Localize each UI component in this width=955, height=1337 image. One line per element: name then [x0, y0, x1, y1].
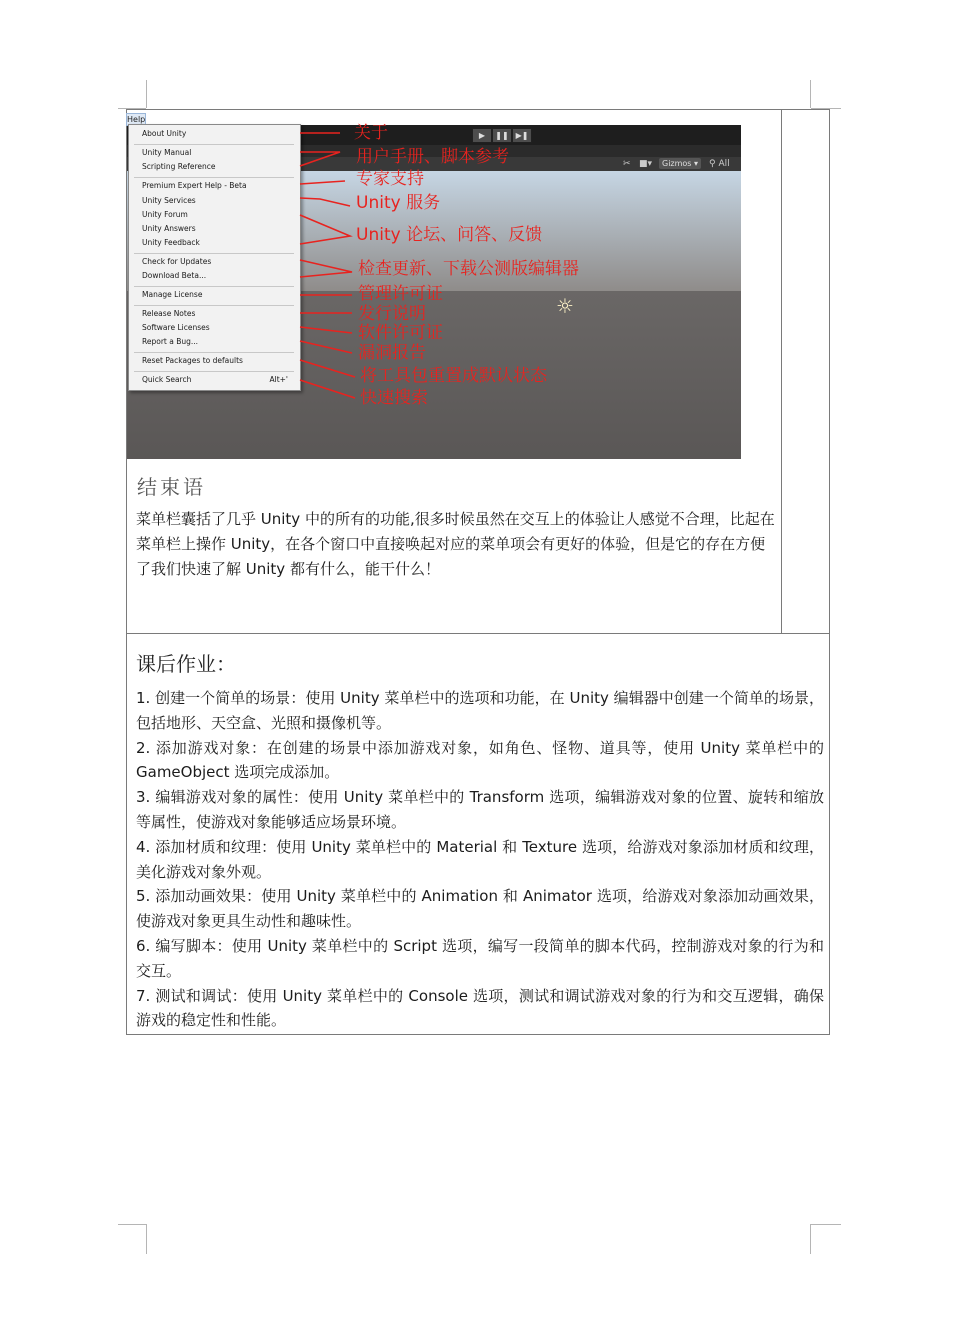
annotation-forum: Unity 论坛、问答、反馈: [356, 225, 543, 245]
gizmos-label: Gizmos: [662, 159, 692, 168]
annotation-release: 发行说明: [358, 304, 426, 324]
directional-light-icon[interactable]: ☼: [556, 294, 574, 318]
arrow-bug: [300, 341, 352, 353]
homework-item: 3. 编辑游戏对象的属性：使用 Unity 菜单栏中的 Transform 选项，编辑游戏对象的位置、旋转和缩放等属性，使游戏对象能够适应场景环境。: [136, 788, 824, 831]
conclusion-text: 菜单栏囊括了几乎 Unity 中的所有的功能,很多时候虽然在交互上的体验让人感觉不合理，比起在菜单栏上操作 Unity，在各个窗口中直接唤起对应的菜单项会有更好的体验，但是它的存在方便了我们快速了解 Unity 都有什么，能干什么！: [136, 510, 775, 578]
arrow-manual: [300, 152, 340, 166]
annotation-license: 管理许可证: [358, 284, 443, 304]
menu-item-unity-manual[interactable]: Unity Manual: [142, 148, 192, 157]
menu-item-reset-packages[interactable]: Reset Packages to defaults: [142, 356, 243, 365]
step-button[interactable]: ▶❚: [512, 128, 532, 143]
arrow-quick: [300, 380, 355, 398]
arrow-services: [300, 198, 350, 206]
gizmos-dropdown[interactable]: Gizmos ▾: [659, 158, 701, 169]
annotation-quick: 快速搜索: [360, 388, 428, 408]
annotation-manual: 用户手册、脚本参考: [356, 147, 509, 167]
homework-item: 4. 添加材质和纹理：使用 Unity 菜单栏中的 Material 和 Texture 选项，给游戏对象添加材质和纹理，美化游戏对象外观。: [136, 837, 824, 881]
annotation-services: Unity 服务: [356, 193, 441, 213]
homework-item: 5. 添加动画效果：使用 Unity 菜单栏中的 Animation 和 Animator 选项，给游戏对象添加动画效果，使游戏对象更具生动性和趣味性。: [136, 887, 824, 931]
arrow-forum: [300, 215, 350, 244]
menu-item-check-for-updates[interactable]: Check for Updates: [142, 257, 212, 266]
menu-item-unity-services[interactable]: Unity Services: [142, 196, 196, 205]
help-menu-tab[interactable]: Help: [127, 115, 146, 124]
menu-item-unity-feedback[interactable]: Unity Feedback: [142, 238, 200, 247]
menu-item-release-notes[interactable]: Release Notes: [142, 309, 196, 318]
menu-item-scripting-reference[interactable]: Scripting Reference: [142, 162, 216, 171]
arrow-updates: [300, 260, 352, 277]
menu-item-report-a-bug[interactable]: Report a Bug...: [142, 337, 199, 346]
menu-item-unity-answers[interactable]: Unity Answers: [142, 224, 196, 233]
arrow-expert: [300, 181, 345, 184]
homework-item: 2. 添加游戏对象：在创建的场景中添加游戏对象，如角色、怪物、道具等，使用 Unity 菜单栏中的 GameObject 选项完成添加。: [136, 738, 824, 782]
annotation-expert: 专家支持: [356, 169, 424, 189]
search-icon: ⚲: [709, 159, 716, 169]
conclusion-title: 结束语: [137, 475, 206, 499]
annotation-about: 关于: [354, 123, 388, 143]
homework-list: [136, 686, 824, 1033]
homework-item: 6. 编写脚本：使用 Unity 菜单栏中的 Script 选项，编写一段简单的脚本代码，控制游戏对象的行为和交互。: [136, 936, 824, 980]
play-button[interactable]: ▶: [472, 128, 492, 143]
menu-item-manage-license[interactable]: Manage License: [142, 290, 203, 299]
scene-search-label: All: [718, 159, 730, 169]
annotation-software: 软件许可证: [358, 323, 443, 343]
menu-item-quick-search[interactable]: Quick Search: [142, 375, 192, 384]
menu-item-premium-expert-help[interactable]: Premium Expert Help - Beta: [142, 181, 247, 190]
pause-button[interactable]: ❚❚: [492, 128, 512, 143]
annotation-reset: 将工具包重置成默认状态: [360, 366, 547, 386]
homework-title: 课后作业：: [136, 652, 236, 676]
menu-item-software-licenses[interactable]: Software Licenses: [142, 323, 210, 332]
tools-icon[interactable]: ✂: [623, 159, 631, 169]
quick-search-shortcut: Alt+': [269, 375, 288, 384]
annotation-updates: 检查更新、下载公测版编辑器: [358, 259, 579, 279]
arrow-reset: [300, 360, 355, 377]
arrow-software: [300, 327, 352, 333]
menu-item-about-unity[interactable]: About Unity: [142, 129, 187, 138]
homework-item: 7. 测试和调试：使用 Unity 菜单栏中的 Console 选项，测试和调试游戏对象的行为和交互逻辑，确保游戏的稳定性和性能。: [136, 986, 824, 1030]
menu-item-download-beta[interactable]: Download Beta...: [142, 271, 207, 280]
homework-item: 1. 创建一个简单的场景：使用 Unity 菜单栏中的选项和功能，在 Unity 编辑器中创建一个简单的场景，包括地形、天空盒、光照和摄像机等。: [136, 689, 824, 732]
annotation-bug: 漏洞报告: [358, 343, 426, 363]
menu-item-unity-forum[interactable]: Unity Forum: [142, 210, 188, 219]
camera-icon[interactable]: ■▾: [639, 159, 653, 169]
